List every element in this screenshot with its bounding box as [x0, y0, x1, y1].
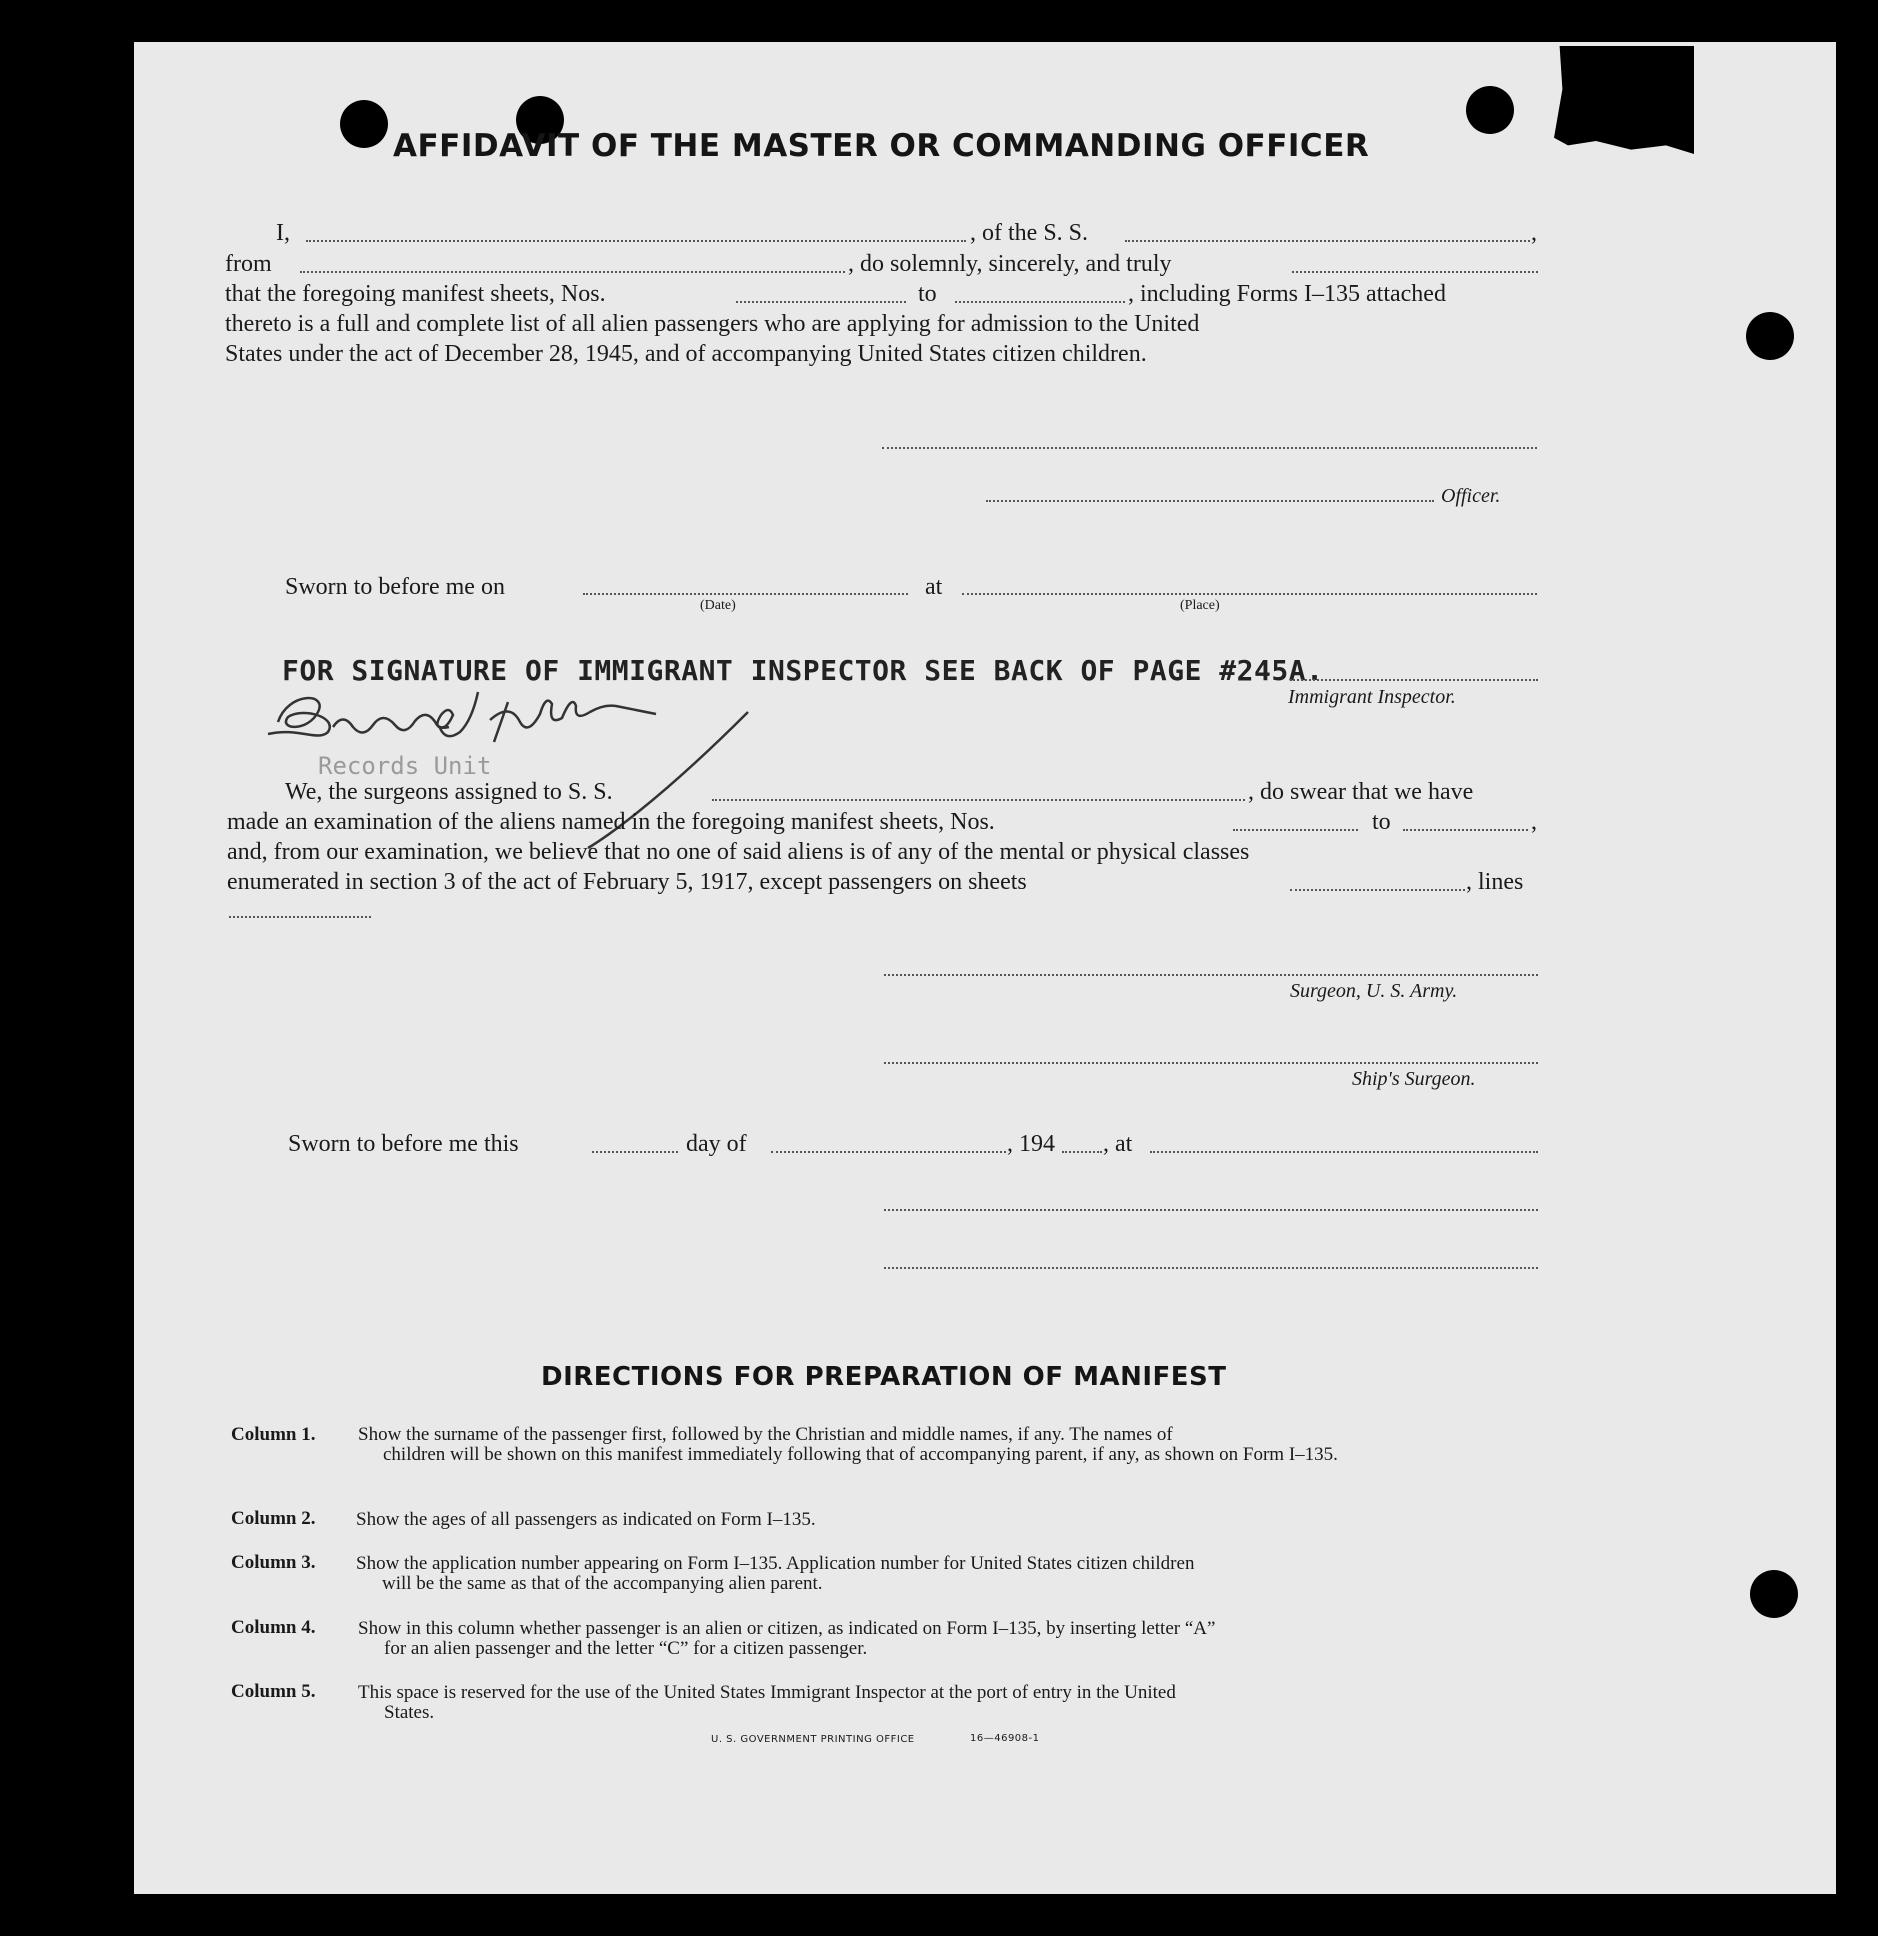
text-including-forms: , including Forms I–135 attached: [1128, 281, 1446, 307]
text-i: I,: [276, 220, 290, 246]
text-line4: thereto is a full and complete list of all alien passengers who are applying for admission to the United: [225, 311, 1200, 337]
directions-cont-5: States.: [384, 1702, 435, 1723]
fill-line-master-name: [306, 240, 966, 242]
fill-line-sworn-date: [583, 593, 908, 595]
text-to-2: to: [1372, 809, 1391, 835]
fill-line-nos-to: [955, 301, 1125, 303]
faint-stamp-text: Records Unit: [318, 752, 492, 780]
signature-line-master: [882, 447, 1537, 449]
fill-line-from: [300, 271, 845, 273]
text-lines: , lines: [1466, 869, 1524, 895]
text-examination: made an examination of the aliens named in the foregoing manifest sheets, Nos.: [227, 809, 995, 835]
army-surgeon-label: Surgeon, U. S. Army.: [1290, 980, 1458, 1002]
text-day-of: day of: [686, 1131, 747, 1157]
fill-line-except-sheets: [1290, 889, 1465, 891]
punch-hole: [1750, 1570, 1798, 1618]
signature-line-official-2: [884, 1267, 1538, 1269]
directions-label-1: Column 1.: [231, 1424, 316, 1445]
inspector-label: Immigrant Inspector.: [1288, 686, 1456, 708]
ship-surgeon-label: Ship's Surgeon.: [1352, 1068, 1476, 1090]
directions-label-3: Column 3.: [231, 1552, 316, 1573]
place-label: (Place): [1180, 598, 1220, 613]
directions-title: DIRECTIONS FOR PREPARATION OF MANIFEST: [541, 1362, 1227, 1392]
fill-line-day: [592, 1151, 678, 1153]
directions-text-5: This space is reserved for the use of the United States Immigrant Inspector at the port of entry in the United: [358, 1682, 1176, 1703]
directions-text-3: Show the application number appearing on Form I–135. Application number for United States citizen children: [356, 1553, 1195, 1574]
directions-text-1: Show the surname of the passenger first, followed by the Christian and middle names, if any. The names of: [358, 1424, 1173, 1445]
text-sworn-this: Sworn to before me this: [288, 1131, 519, 1157]
fill-line-year: [1062, 1151, 1102, 1153]
text-at: at: [925, 574, 943, 600]
text-sworn-on: Sworn to before me on: [285, 574, 505, 600]
page-title: AFFIDAVIT OF THE MASTER OR COMMANDING OFFICER: [393, 128, 1370, 164]
text-surgeons-assigned: We, the surgeons assigned to S. S.: [285, 779, 613, 805]
text-comma-2: ,: [1531, 809, 1537, 835]
inspector-stamp: FOR SIGNATURE OF IMMIGRANT INSPECTOR SEE BACK OF PAGE #245A.: [282, 654, 1324, 687]
text-surgeons-line3: and, from our examination, we believe that no one of said aliens is of any of the mental or physical classes: [227, 839, 1250, 865]
fill-line-sheets-to: [1403, 829, 1528, 831]
signature-line-officer: [986, 500, 1434, 502]
text-year: , 194: [1007, 1131, 1055, 1157]
text-at-2: , at: [1103, 1131, 1133, 1157]
directions-cont-1: children will be shown on this manifest immediately following that of accompanying parent, if any, as shown on Form I–135.: [383, 1444, 1338, 1465]
text-of-ss: , of the S. S.: [970, 220, 1089, 246]
fill-line-surgeon-ship: [712, 799, 1245, 801]
date-label: (Date): [700, 598, 736, 613]
fill-line-sheets-from: [1233, 829, 1358, 831]
fill-line-truly: [1292, 271, 1538, 273]
directions-cont-4: for an alien passenger and the letter “C” for a citizen passenger.: [384, 1638, 868, 1659]
fill-line-sworn-place: [962, 593, 1537, 595]
punch-hole: [1746, 312, 1794, 360]
fill-line-lines: [229, 916, 371, 918]
signature-line-official-1: [884, 1209, 1538, 1211]
text-solemnly: , do solemnly, sincerely, and truly: [848, 251, 1172, 277]
fill-line-month: [771, 1151, 1006, 1153]
directions-label-2: Column 2.: [231, 1508, 316, 1529]
text-to: to: [918, 281, 937, 307]
directions-text-2: Show the ages of all passengers as indicated on Form I–135.: [356, 1509, 816, 1530]
torn-corner: [1554, 46, 1694, 154]
fill-line-place: [1150, 1151, 1538, 1153]
punch-hole: [340, 100, 388, 148]
footer-form-code: 16—46908-1: [970, 1733, 1040, 1744]
officer-label: Officer.: [1441, 485, 1501, 507]
signature-line-ship-surgeon: [884, 1062, 1538, 1064]
directions-label-5: Column 5.: [231, 1681, 316, 1702]
text-do-swear: , do swear that we have: [1248, 779, 1474, 805]
text-manifest-sheets: that the foregoing manifest sheets, Nos.: [225, 281, 606, 307]
text-from: from: [225, 251, 272, 277]
directions-cont-3: will be the same as that of the accompanying alien parent.: [382, 1573, 823, 1594]
fill-line-nos-from: [736, 301, 906, 303]
footer-printing-office: U. S. GOVERNMENT PRINTING OFFICE: [711, 1734, 915, 1745]
text-line5: States under the act of December 28, 1945, and of accompanying United States citizen children.: [225, 341, 1147, 367]
directions-text-4: Show in this column whether passenger is an alien or citizen, as indicated on Form I–135, by inserting letter “A”: [358, 1618, 1216, 1639]
text-enumerated: enumerated in section 3 of the act of February 5, 1917, except passengers on sheets: [227, 869, 1027, 895]
punch-hole: [1466, 86, 1514, 134]
text-comma: ,: [1531, 220, 1537, 246]
signature-line-army-surgeon: [884, 974, 1538, 976]
fill-line-ship: [1125, 240, 1530, 242]
signature-line-inspector: [1290, 679, 1538, 681]
directions-label-4: Column 4.: [231, 1617, 316, 1638]
